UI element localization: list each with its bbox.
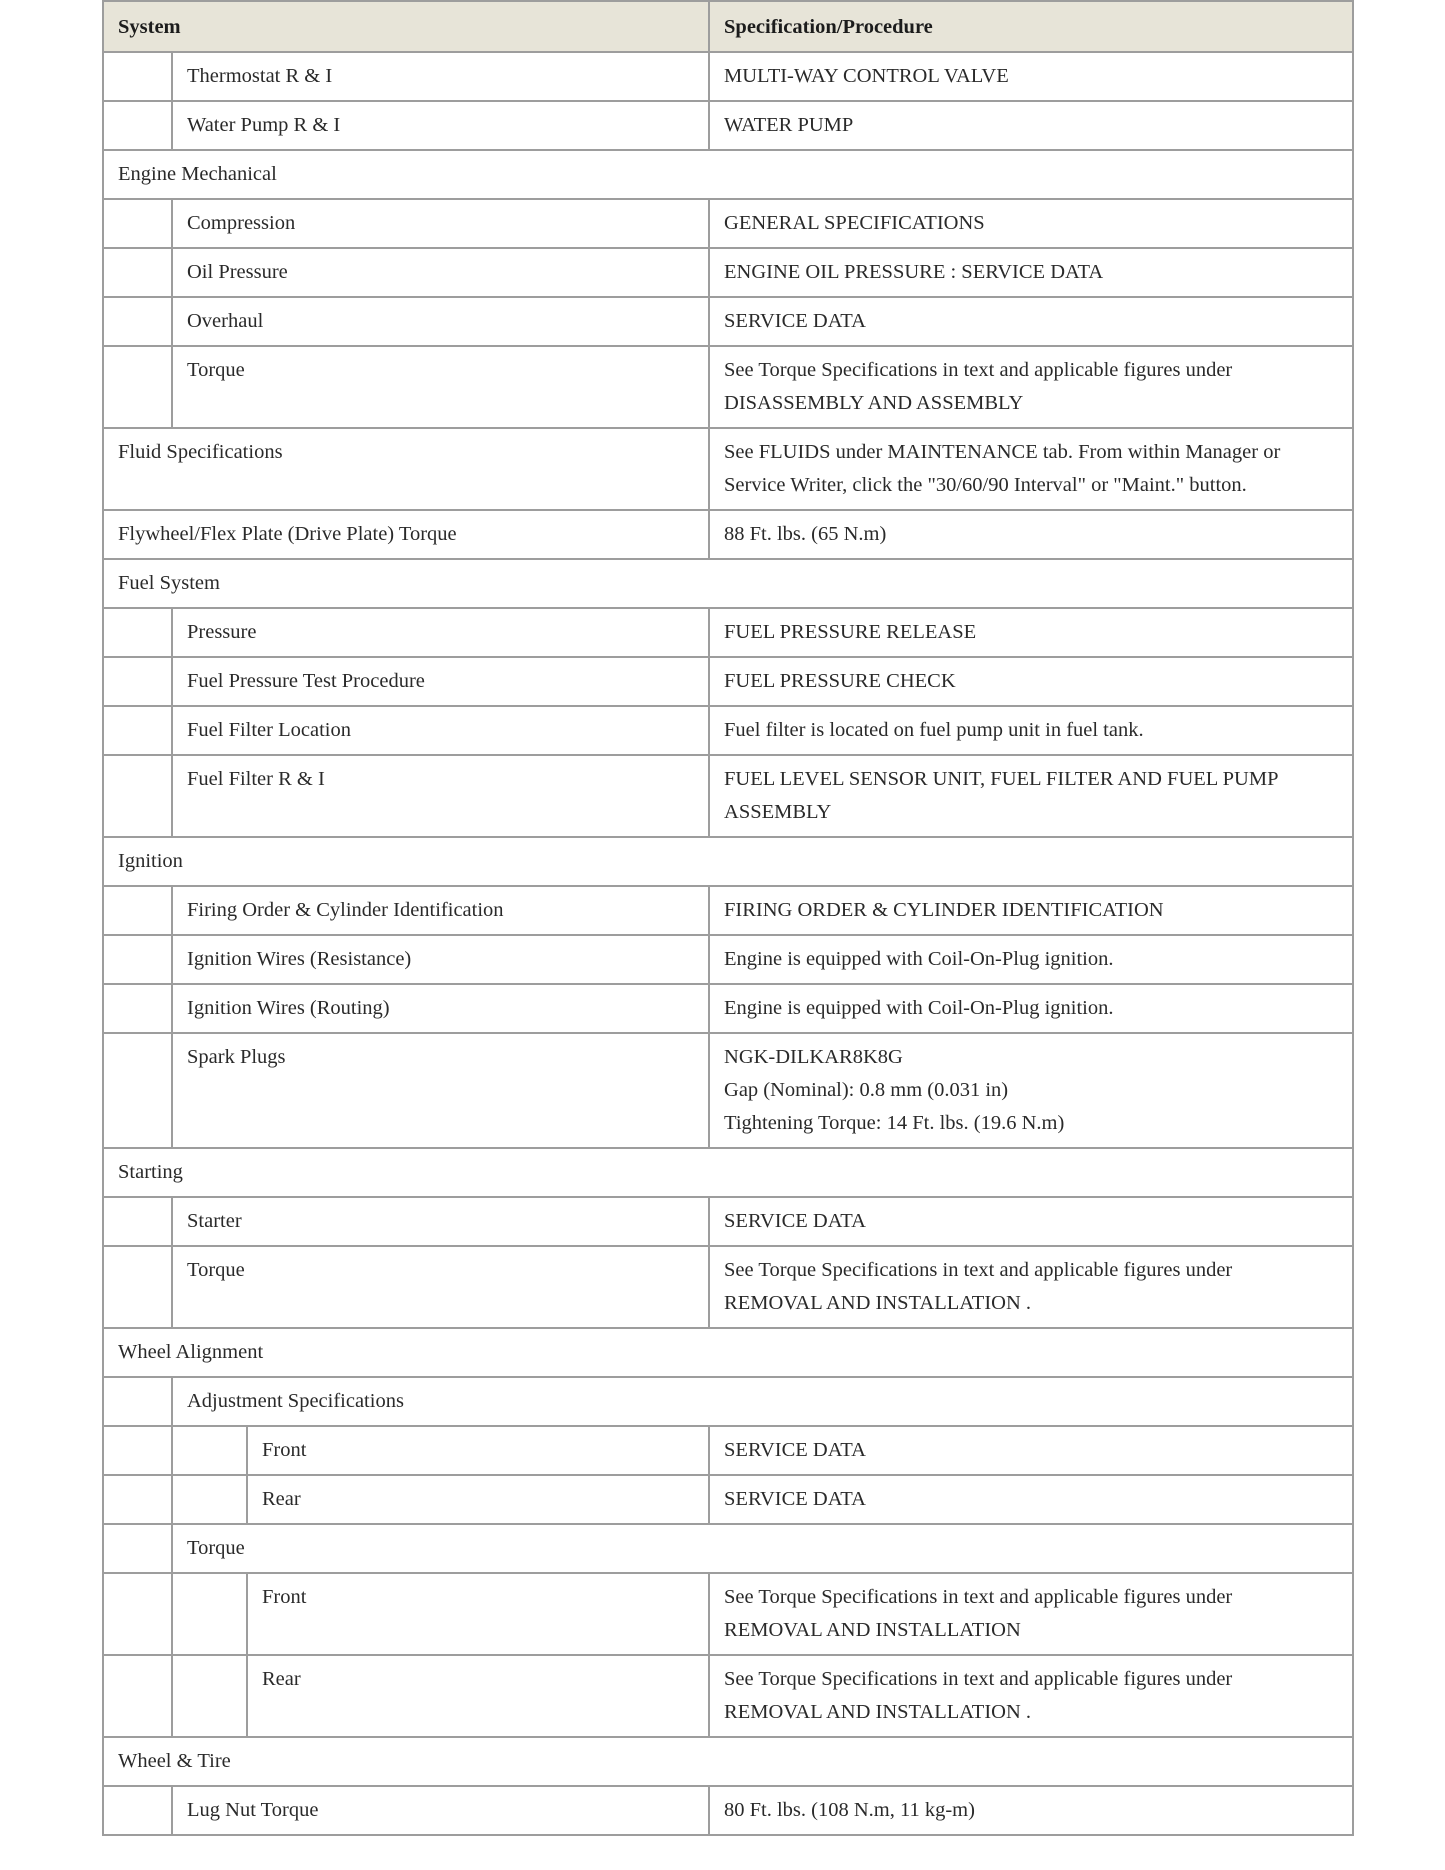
table-row [103, 346, 1353, 428]
system-label: Firing Order & Cylinder Identification [172, 886, 709, 935]
table-row [103, 608, 1353, 657]
table-row [103, 1786, 1353, 1835]
section-row [103, 559, 1353, 608]
indent-cell [103, 1475, 172, 1524]
system-label: Fluid Specifications [103, 428, 709, 510]
table-row [103, 755, 1353, 837]
table-row [103, 984, 1353, 1033]
spec-line: Engine is equipped with Coil-On-Plug ignition. [724, 997, 1114, 1019]
section-label: Wheel & Tire [103, 1737, 1353, 1786]
section-row [103, 150, 1353, 199]
table-row [103, 706, 1353, 755]
indent-cell [103, 886, 172, 935]
spec-line: FUEL LEVEL SENSOR UNIT, FUEL FILTER AND FUEL PUMP [724, 768, 1279, 790]
table-row [103, 297, 1353, 346]
spec-cell [709, 886, 1353, 935]
table-row [103, 510, 1353, 559]
indent-cell [103, 755, 172, 837]
system-label: Front [247, 1573, 709, 1655]
table-row [103, 1197, 1353, 1246]
indent-cell [103, 706, 172, 755]
indent-cell [103, 1524, 172, 1573]
indent-cell [103, 1426, 172, 1475]
system-label: Starter [172, 1197, 709, 1246]
spec-line: FIRING ORDER & CYLINDER IDENTIFICATION [724, 899, 1164, 921]
indent-cell [103, 1033, 172, 1148]
section-label: Fuel System [103, 559, 1353, 608]
indent-cell [103, 1655, 172, 1737]
table-row [103, 935, 1353, 984]
system-label: Ignition Wires (Routing) [172, 984, 709, 1033]
spec-cell [709, 346, 1353, 428]
system-label: Water Pump R & I [172, 101, 709, 150]
spec-cell [709, 706, 1353, 755]
section-label: Adjustment Specifications [172, 1377, 1353, 1426]
section-label: Wheel Alignment [103, 1328, 1353, 1377]
spec-cell [709, 1786, 1353, 1835]
indent-cell [103, 935, 172, 984]
specifications-table [102, 0, 1354, 1836]
spec-line: SERVICE DATA [724, 1210, 866, 1232]
spec-cell [709, 657, 1353, 706]
indent-cell [103, 1246, 172, 1328]
section-row [103, 1148, 1353, 1197]
system-label: Flywheel/Flex Plate (Drive Plate) Torque [103, 510, 709, 559]
system-label: Fuel Filter Location [172, 706, 709, 755]
indent-cell [103, 1377, 172, 1426]
indent-cell [103, 101, 172, 150]
spec-cell [709, 1197, 1353, 1246]
system-label: Lug Nut Torque [172, 1786, 709, 1835]
indent-cell [103, 657, 172, 706]
spec-line: Fuel filter is located on fuel pump unit in fuel tank. [724, 719, 1144, 741]
spec-line: DISASSEMBLY AND ASSEMBLY [724, 392, 1024, 414]
system-label: Compression [172, 199, 709, 248]
spec-cell [709, 1033, 1353, 1148]
indent-cell [103, 297, 172, 346]
spec-line: SERVICE DATA [724, 1439, 866, 1461]
spec-line: 88 Ft. lbs. (65 N.m) [724, 523, 887, 545]
table-row [103, 886, 1353, 935]
section-row [103, 1737, 1353, 1786]
spec-line: WATER PUMP [724, 114, 854, 136]
indent-cell [103, 52, 172, 101]
spec-cell [709, 199, 1353, 248]
spec-cell [709, 1655, 1353, 1737]
spec-cell [709, 101, 1353, 150]
header-system: System [103, 1, 709, 52]
table-row [103, 199, 1353, 248]
spec-line: Tightening Torque: 14 Ft. lbs. (19.6 N.m) [724, 1112, 1065, 1134]
system-label: Spark Plugs [172, 1033, 709, 1148]
section-label: Starting [103, 1148, 1353, 1197]
spec-line: 80 Ft. lbs. (108 N.m, 11 kg-m) [724, 1799, 975, 1821]
header-specification: Specification/Procedure [709, 1, 1353, 52]
spec-line: REMOVAL AND INSTALLATION . [724, 1701, 1032, 1723]
table-row [103, 1475, 1353, 1524]
spec-cell [709, 1246, 1353, 1328]
spec-cell [709, 52, 1353, 101]
table-row [103, 1033, 1353, 1148]
spec-cell [709, 510, 1353, 559]
indent-cell [103, 199, 172, 248]
table-row [103, 657, 1353, 706]
spec-cell [709, 1426, 1353, 1475]
spec-line: FUEL PRESSURE CHECK [724, 670, 956, 692]
spec-line: SERVICE DATA [724, 310, 866, 332]
system-label: Pressure [172, 608, 709, 657]
spec-line: SERVICE DATA [724, 1488, 866, 1510]
indent-cell [172, 1573, 247, 1655]
spec-cell [709, 428, 1353, 510]
section-row [103, 837, 1353, 886]
system-label: Torque [172, 1246, 709, 1328]
spec-cell [709, 935, 1353, 984]
section-row [103, 1524, 1353, 1573]
system-label: Fuel Pressure Test Procedure [172, 657, 709, 706]
spec-line: See Torque Specifications in text and applicable figures under [724, 359, 1233, 381]
indent-cell [103, 346, 172, 428]
spec-cell [709, 297, 1353, 346]
system-label: Rear [247, 1655, 709, 1737]
system-label: Ignition Wires (Resistance) [172, 935, 709, 984]
spec-line: REMOVAL AND INSTALLATION . [724, 1292, 1032, 1314]
spec-line: See Torque Specifications in text and applicable figures under [724, 1259, 1233, 1281]
indent-cell [103, 1573, 172, 1655]
indent-cell [172, 1426, 247, 1475]
indent-cell [172, 1475, 247, 1524]
spec-line: Engine is equipped with Coil-On-Plug ignition. [724, 948, 1114, 970]
system-label: Torque [172, 346, 709, 428]
table-row [103, 52, 1353, 101]
spec-line: See FLUIDS under MAINTENANCE tab. From within Manager or [724, 441, 1281, 463]
spec-cell [709, 248, 1353, 297]
table-row [103, 428, 1353, 510]
spec-line: Service Writer, click the "30/60/90 Interval" or "Maint." button. [724, 474, 1247, 496]
section-row [103, 1328, 1353, 1377]
table-header-row [103, 1, 1353, 52]
table-row [103, 1573, 1353, 1655]
indent-cell [103, 608, 172, 657]
spec-line: See Torque Specifications in text and applicable figures under [724, 1586, 1233, 1608]
spec-cell [709, 1573, 1353, 1655]
spec-line: REMOVAL AND INSTALLATION [724, 1619, 1021, 1641]
system-label: Oil Pressure [172, 248, 709, 297]
system-label: Overhaul [172, 297, 709, 346]
table-row [103, 1655, 1353, 1737]
section-label: Engine Mechanical [103, 150, 1353, 199]
indent-cell [103, 1197, 172, 1246]
section-row [103, 1377, 1353, 1426]
spec-line: NGK-DILKAR8K8G [724, 1046, 903, 1068]
section-label: Torque [172, 1524, 1353, 1573]
table-row [103, 101, 1353, 150]
spec-line: ENGINE OIL PRESSURE : SERVICE DATA [724, 261, 1104, 283]
indent-cell [103, 984, 172, 1033]
system-label: Thermostat R & I [172, 52, 709, 101]
spec-line: MULTI-WAY CONTROL VALVE [724, 65, 1009, 87]
system-label: Front [247, 1426, 709, 1475]
indent-cell [103, 248, 172, 297]
spec-line: Gap (Nominal): 0.8 mm (0.031 in) [724, 1079, 1009, 1101]
spec-cell [709, 1475, 1353, 1524]
spec-line: See Torque Specifications in text and applicable figures under [724, 1668, 1233, 1690]
spec-cell [709, 755, 1353, 837]
spec-line: ASSEMBLY [724, 801, 832, 823]
table-row [103, 248, 1353, 297]
indent-cell [103, 1786, 172, 1835]
table-row [103, 1246, 1353, 1328]
spec-line: FUEL PRESSURE RELEASE [724, 621, 977, 643]
indent-cell [172, 1655, 247, 1737]
system-label: Rear [247, 1475, 709, 1524]
table-body [103, 52, 1353, 1835]
section-label: Ignition [103, 837, 1353, 886]
table-row [103, 1426, 1353, 1475]
spec-line: GENERAL SPECIFICATIONS [724, 212, 985, 234]
system-label: Fuel Filter R & I [172, 755, 709, 837]
spec-cell [709, 984, 1353, 1033]
spec-cell [709, 608, 1353, 657]
